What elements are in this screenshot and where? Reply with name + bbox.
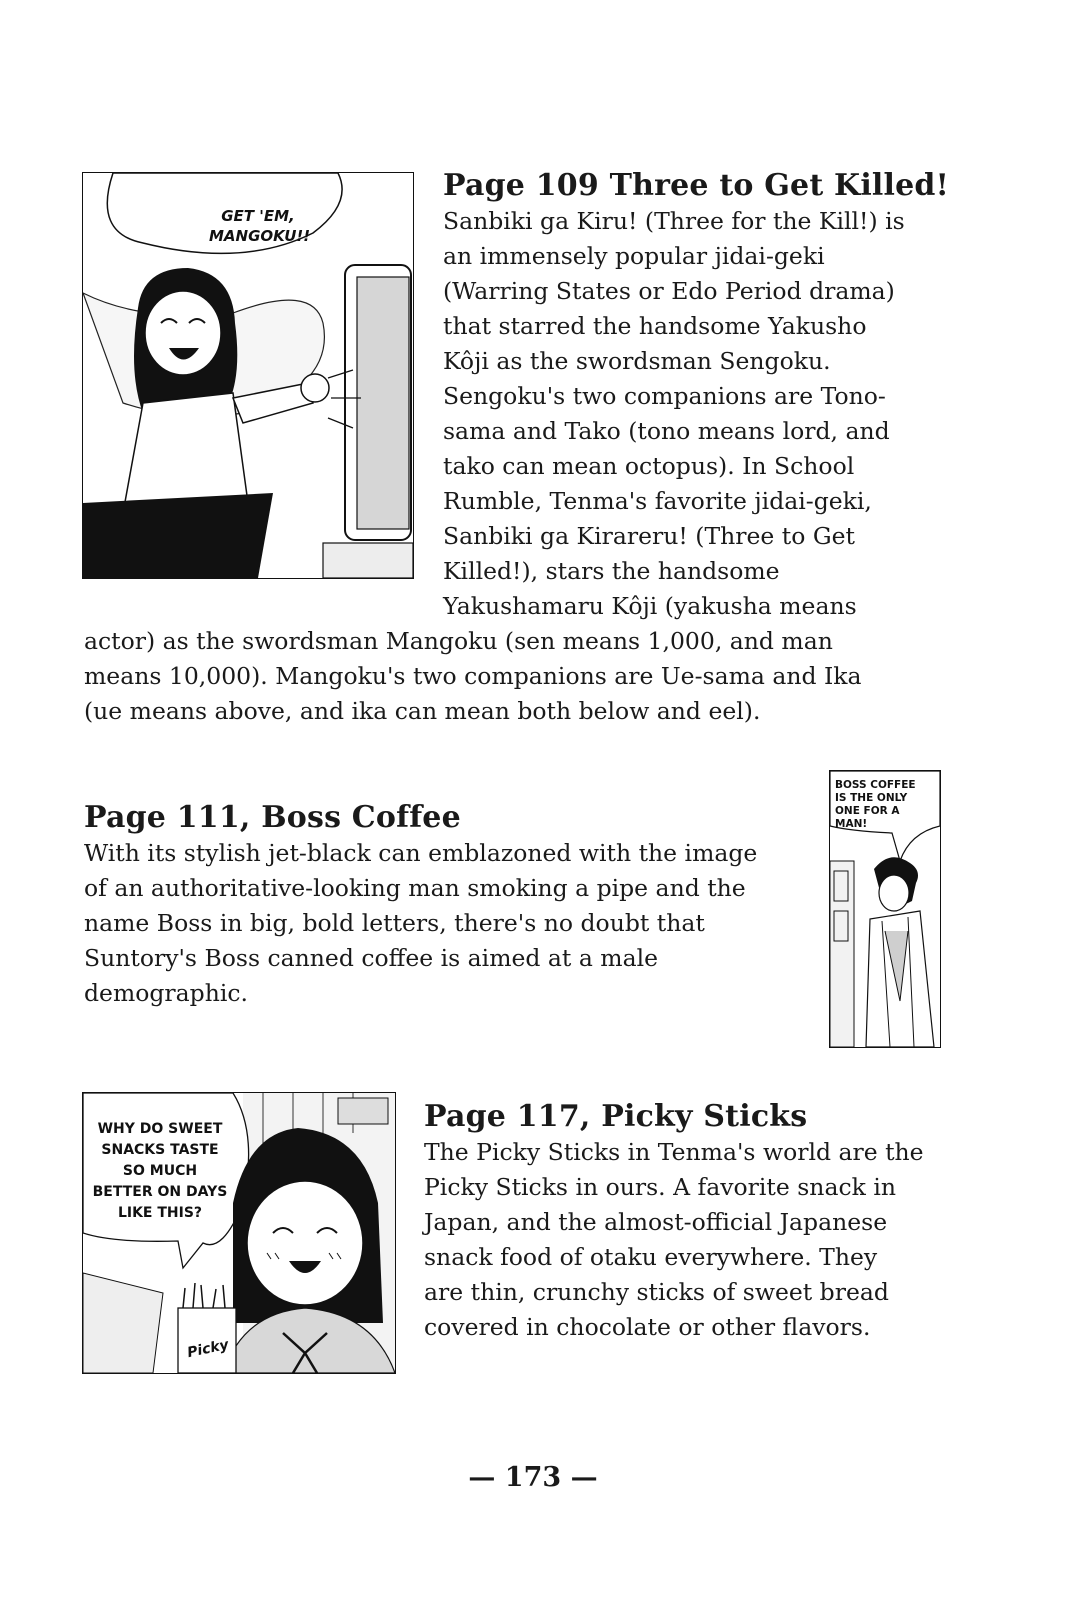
- note-line: Kôji as the swordsman Sengoku.: [443, 347, 831, 375]
- note-heading: Page 109 Three to Get Killed!: [443, 168, 949, 203]
- manga-panel-boss-coffee: [829, 770, 941, 1048]
- note-line: means 10,000). Mangoku's two companions are Ue-sama and Ika: [84, 662, 862, 690]
- note-line: an immensely popular jidai-geki: [443, 242, 825, 270]
- speech-bubble-text: GET 'EM, MANGOKU!!: [209, 207, 311, 245]
- note-page-117: [424, 1099, 984, 1345]
- manga-panel-picky-sticks: [82, 1092, 396, 1374]
- note-body: [443, 204, 963, 624]
- manga-panel-mangoku: [82, 172, 414, 579]
- note-line: that starred the handsome Yakusho: [443, 312, 867, 340]
- note-line: are thin, crunchy sticks of sweet bread: [424, 1278, 889, 1306]
- note-line: Sanbiki ga Kirareru! (Three to Get: [443, 522, 855, 550]
- note-line: Japan, and the almost-official Japanese: [424, 1208, 888, 1236]
- page-number: — 173 —: [468, 1462, 598, 1493]
- note-line: name Boss in big, bold letters, there's no doubt that: [84, 909, 705, 937]
- note-body: [424, 1135, 984, 1345]
- note-line: snack food of otaku everywhere. They: [424, 1243, 878, 1271]
- note-line: Sengoku's two companions are Tono-: [443, 382, 886, 410]
- note-page-109: [443, 168, 963, 624]
- speech-bubble-text: WHY DO SWEET SNACKS TASTE SO MUCH BETTER ON DAYS LIKE THIS?: [92, 1121, 228, 1221]
- note-line: Rumble, Tenma's favorite jidai-geki,: [443, 487, 872, 515]
- note-line: actor) as the swordsman Mangoku (sen means 1,000, and man: [84, 627, 833, 655]
- note-body-continued: [84, 624, 964, 729]
- note-body: [84, 836, 804, 1011]
- note-line: Suntory's Boss canned coffee is aimed at a male: [84, 944, 659, 972]
- note-line: Killed!), stars the handsome: [443, 557, 780, 585]
- note-heading: Page 111, Boss Coffee: [84, 800, 461, 835]
- note-line: tako can mean octopus). In School: [443, 452, 855, 480]
- note-page-111: [84, 800, 804, 1011]
- note-line: of an authoritative-looking man smoking a pipe and the: [84, 874, 746, 902]
- note-line: demographic.: [84, 979, 248, 1007]
- speech-bubble-text: BOSS COFFEE IS THE ONLY ONE FOR A MAN!: [835, 779, 916, 830]
- note-line: sama and Tako (tono means lord, and: [443, 417, 890, 445]
- note-line: Sanbiki ga Kiru! (Three for the Kill!) is: [443, 207, 905, 235]
- note-line: With its stylish jet-black can emblazoned with the image: [84, 839, 758, 867]
- note-line: Picky Sticks in ours. A favorite snack in: [424, 1173, 896, 1201]
- note-line: covered in chocolate or other flavors.: [424, 1313, 871, 1341]
- note-line: (ue means above, and ika can mean both below and eel).: [84, 697, 761, 725]
- note-line: (Warring States or Edo Period drama): [443, 277, 895, 305]
- note-heading: Page 117, Picky Sticks: [424, 1099, 808, 1134]
- package-label: Picky: [185, 1336, 231, 1362]
- note-line: The Picky Sticks in Tenma's world are the: [424, 1138, 924, 1166]
- note-line: Yakushamaru Kôji (yakusha means: [443, 592, 857, 620]
